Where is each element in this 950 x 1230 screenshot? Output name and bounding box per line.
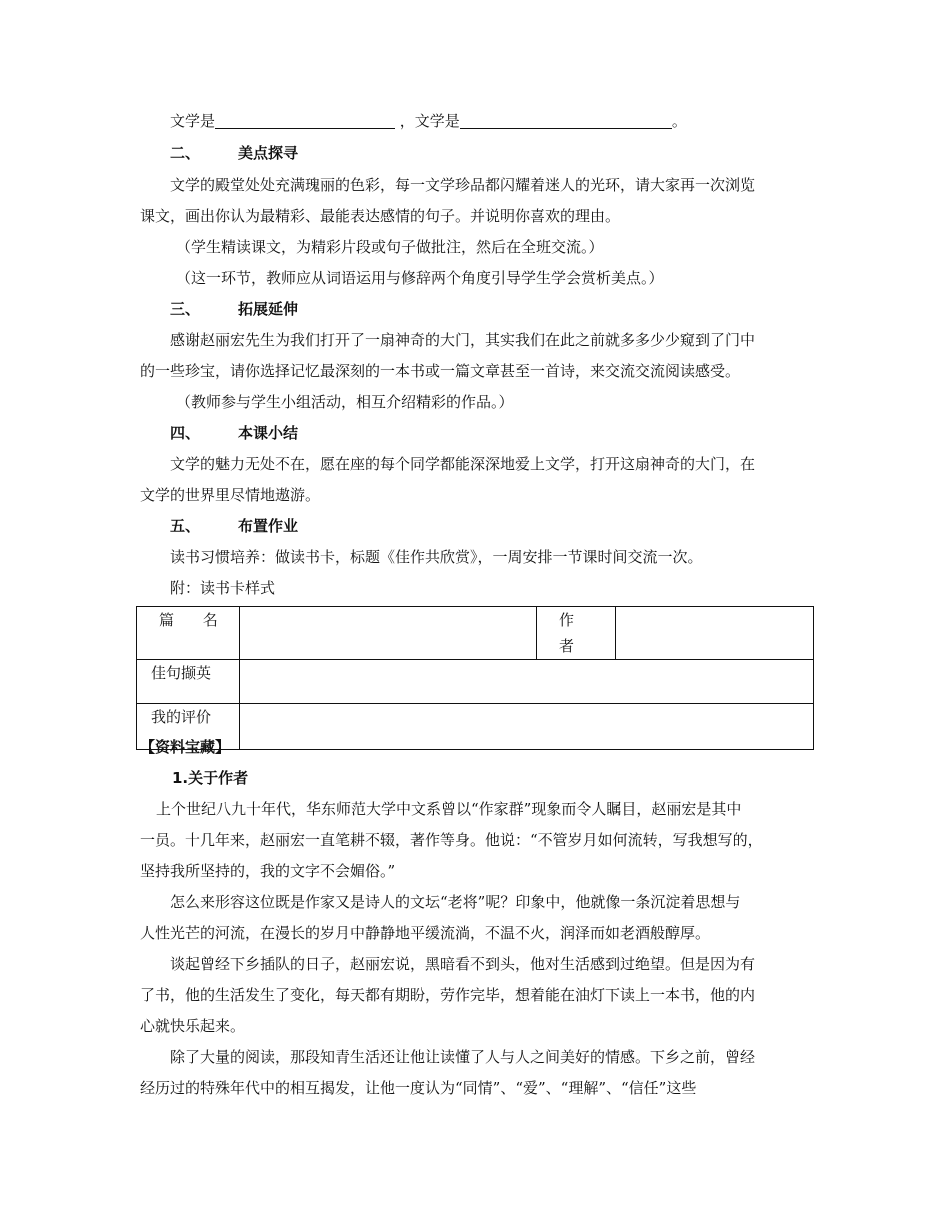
title-label-cell: 篇 名 [137,607,240,660]
section-heading-5 [170,511,820,542]
section-heading-4 [170,418,820,449]
fill-in-suffix: 。 [671,112,687,130]
fill-in-blank-2 [460,110,672,129]
section-number: 二、 [170,144,201,162]
paragraph-line: 文学的魅力无处不在，愿在座的每个同学都能深深地爱上文学，打开这扇神奇的大门，在 [170,455,756,473]
section-title: 拓展延伸 [238,300,299,318]
paragraph-line: 课文，画出你认为最精彩、最能表达感情的句子。并说明你喜欢的理由。 [140,207,621,225]
paragraph-line: 读书习惯培养：做读书卡，标题《佳作共欣赏》，一周安排一节课时间交流一次。 [170,548,703,566]
fill-in-middle: ，文学是 [399,112,460,130]
paragraph-line: 文学的世界里尽情地遨游。 [140,486,321,504]
table-row [137,607,814,660]
paragraph-line: 心就快乐起来。 [140,1017,246,1035]
author-value-cell [616,607,814,660]
section-heading-3 [170,294,820,325]
section-number: 三、 [170,300,201,318]
section-title: 美点探寻 [238,144,299,162]
paragraph-line: 上个世纪八九十年代，华东师范大学中文系曾以“作家群”现象而令人瞩目，赵丽宏是其中 [156,800,742,818]
resources-header: 【资料宝藏】 [140,738,231,756]
paragraph-line: 怎么来形容这位既是作家又是诗人的文坛“老将”呢？印象中，他就像一条沉淀着思想与 [170,893,741,911]
paragraph-line: 除了大量的阅读，那段知青生活还让他让读懂了人与人之间美好的情感。下乡之前，曾经 [170,1048,756,1066]
paragraph-line: 一员。十几年来，赵丽宏一直笔耕不辍，著作等身。他说：“不管岁月如何流转，写我想写的， [140,831,763,849]
paragraph-line: 谈起曾经下乡插队的日子，赵丽宏说，黑暗看不到头，他对生活感到过绝望。但是因为有 [170,955,756,973]
teaching-note: （这一环节，教师应从词语运用与修辞两个角度引导学生学会赏析美点。） [176,269,664,287]
quotes-label-cell: 佳句撷英 [137,660,240,704]
table-row [137,660,814,704]
teaching-note: （学生精读课文，为精彩片段或句子做批注，然后在全班交流。） [176,238,604,256]
section-title: 布置作业 [238,517,299,535]
reading-card-table [136,606,814,750]
paragraph-line: 文学的殿堂处处充满瑰丽的色彩，每一文学珍品都闪耀着迷人的光环，请大家再一次浏览 [170,176,756,194]
literature-fill-in-line [170,106,820,137]
paragraph-line: 人性光芒的河流，在漫长的岁月中静静地平缓流淌，不温不火，润泽而如老酒般醇厚。 [140,924,711,942]
section-heading-2 [170,138,820,169]
section-number: 五、 [170,517,201,535]
teaching-note: （教师参与学生小组活动，相互介绍精彩的作品。） [176,393,514,411]
paragraph-line: 附：读书卡样式 [170,579,276,597]
paragraph-line: 的一些珍宝，请你选择记忆最深刻的一本书或一篇文章甚至一首诗，来交流交流阅读感受。 [140,362,741,380]
fill-in-blank-1 [215,110,395,129]
section-title: 本课小结 [238,424,299,442]
resources-subheading: 1.关于作者 [172,769,249,787]
title-value-cell [240,607,537,660]
fill-in-prefix: 文学是 [170,112,216,130]
paragraph-line: 经历过的特殊年代中的相互揭发，让他一度认为“同情”、“爱”、“理解”、“信任”这些 [140,1079,697,1097]
paragraph-line: 了书，他的生活发生了变化，每天都有期盼，劳作完毕，想着能在油灯下读上一本书，他的内 [140,986,756,1004]
paragraph-line: 坚持我所坚持的，我的文字不会媚俗。” [140,862,396,880]
paragraph-line: 感谢赵丽宏先生为我们打开了一扇神奇的大门，其实我们在此之前就多多少少窥到了门中 [170,331,756,349]
review-label-cell: 我的评价 [137,704,240,750]
author-label-cell: 作 者 [537,607,616,660]
quotes-value-cell [240,660,814,704]
section-number: 四、 [170,424,201,442]
